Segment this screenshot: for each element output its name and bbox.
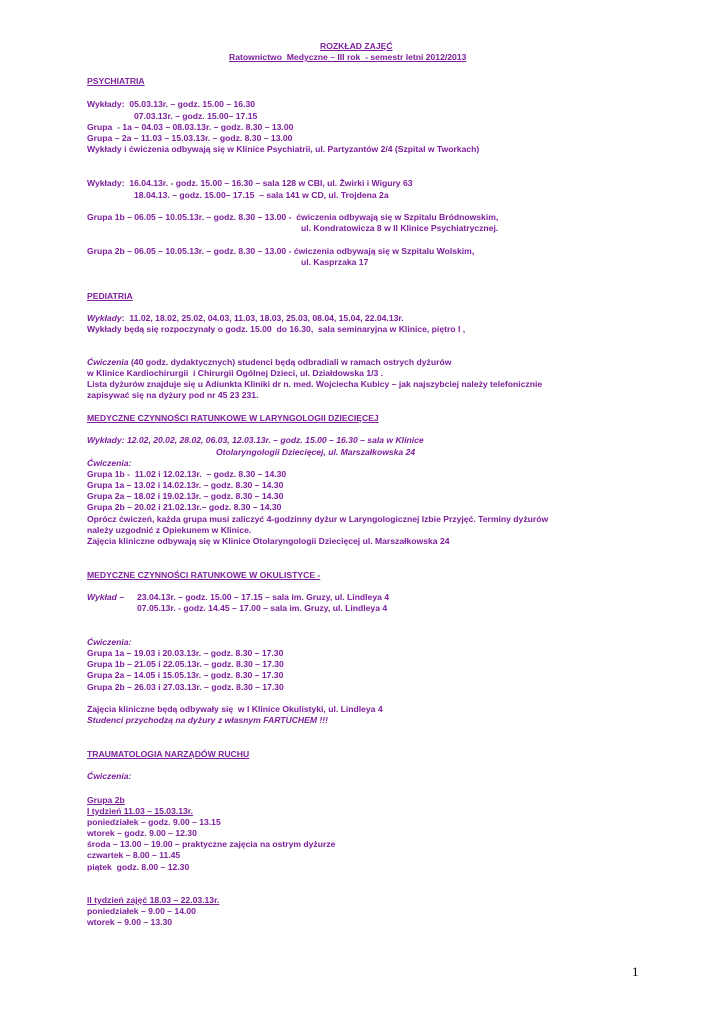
text-line: Grupa 1b - 11.02 i 12.02.13r. – godz. 8.30 – 14.30: [87, 469, 287, 479]
section-heading-pediatria: PEDIATRIA: [87, 291, 133, 301]
text-line: Grupa 2b – 26.03 i 27.03.13r. – godz. 8.30 – 17.30: [87, 682, 284, 692]
section-heading-traumatologia: TRAUMATOLOGIA NARZĄDÓW RUCHU: [87, 749, 250, 759]
text-line: I tydzień 11.03 – 15.03.13r.: [87, 806, 194, 816]
text-line: Wykłady: 16.04.13r. - godz. 15.00 – 16.30 – sala 128 w CBI, ul. Żwirki i Wigury 63: [87, 178, 413, 188]
label-wyklady: Wykłady: [87, 313, 122, 323]
text-line: Grupa 2a – 14.05 i 15.05.13r. – godz. 8.30 – 17.30: [87, 670, 284, 680]
page-number: 1: [632, 964, 639, 979]
text-line: 18.04.13. – godz. 15.00– 17.15 – sala 141 w CD, ul. Trojdena 2a: [134, 190, 389, 200]
section-heading-psychiatria: PSYCHIATRIA: [87, 76, 145, 86]
text-line: Studenci przychodzą na dyżury z własnym FARTUCHEM !!!: [87, 715, 328, 725]
text-line: Grupa 1b – 06.05 – 10.05.13r. – godz. 8.30 – 13.00 - ćwiczenia odbywają się w Szpitalu Bródnowskim,: [87, 212, 499, 222]
text-fragment: : 11.02, 18.02, 25.02, 04.03, 11.03, 18.03, 25.03, 08.04, 15.04, 22.04.13r.: [121, 313, 404, 323]
label-wyklad: Wykład –: [87, 592, 125, 602]
text-line: Otolaryngologii Dziecięcej, ul. Marszałkowska 24: [216, 447, 416, 457]
text-line: ul. Kasprzaka 17: [301, 257, 369, 267]
text-line: czwartek – 8.00 – 11.45: [87, 850, 181, 860]
text-line: Grupa - 1a – 04.03 – 08.03.13r. – godz. 8.30 – 13.00: [87, 122, 294, 132]
text-line: 07.03.13r. – godz. 15.00– 17.15: [134, 111, 258, 121]
text-line: Grupa 2b – 20.02 i 21.02.13r.– godz. 8.30 – 14.30: [87, 502, 282, 512]
text-line: Grupa 2a – 18.02 i 19.02.13r. – godz. 8.30 – 14.30: [87, 491, 284, 501]
text-line: należy uzgodnić z Opiekunem w Klinice.: [87, 525, 252, 535]
section-heading-okulistyka: MEDYCZNE CZYNNOŚCI RATUNKOWE W OKULISTYCE -: [87, 570, 321, 580]
text-line: poniedziałek – 9.00 – 14.00: [87, 906, 196, 916]
text-line: Zajęcia kliniczne będą odbywały się w I Klinice Okulistyki, ul. Lindleya 4: [87, 704, 383, 714]
text-line: wtorek – 9.00 – 13.30: [87, 917, 173, 927]
text-line: 07.05.13r. - godz. 14.45 – 17.00 – sala im. Gruzy, ul. Lindleya 4: [137, 603, 388, 613]
text-line: Grupa 2b: [87, 795, 125, 805]
text-line: ul. Kondratowicza 8 w II Klinice Psychiatrycznej.: [301, 223, 499, 233]
text-line: 23.04.13r. – godz. 15.00 – 17.15 – sala im. Gruzy, ul. Lindleya 4: [137, 592, 390, 602]
label-cwiczenia: Ćwiczenia: [87, 357, 129, 367]
text-line: Grupa 1b – 21.05 i 22.05.13r. – godz. 8.30 – 17.30: [87, 659, 284, 669]
document-subtitle: Ratownictwo Medyczne – III rok - semestr letni 2012/2013: [229, 52, 467, 62]
document-title: ROZKŁAD ZAJĘĆ: [320, 41, 393, 51]
text-fragment: (40 godz. dydaktycznych) studenci będą odbradiali w ramach ostrych dyżurów: [128, 357, 452, 367]
text-line: Wykłady: 12.02, 20.02, 28.02, 06.03, 12.03.13r. – godz. 15.00 – 16.30 – sala w Klinice: [87, 435, 424, 445]
text-line: wtorek – godz. 9.00 – 12.30: [87, 828, 197, 838]
text-line: Wykłady: 05.03.13r. – godz. 15.00 – 16.30: [87, 99, 255, 109]
text-line: Ćwiczenia:: [87, 458, 132, 468]
text-line: [87, 357, 451, 368]
text-line: [87, 313, 404, 324]
text-line: Ćwiczenia:: [87, 771, 132, 781]
text-line: Grupa 2b – 06.05 – 10.05.13r. – godz. 8.30 – 13.00 - ćwiczenia odbywają się w Szpitalu Wolskim,: [87, 246, 475, 256]
text-line: w Klinice Kardiochirurgii i Chirurgii Ogólnej Dzieci, ul. Działdowska 1/3 .: [87, 368, 384, 378]
section-heading-laryngologia: MEDYCZNE CZYNNOŚCI RATUNKOWE W LARYNGOLOGII DZIECIĘCEJ: [87, 413, 379, 423]
text-line: Zajęcia kliniczne odbywają się w Klinice Otolaryngologii Dziecięcej ul. Marszałkowska 24: [87, 536, 450, 546]
text-line: Grupa – 2a – 11.03 – 15.03.13r. – godz. 8.30 – 13.00: [87, 133, 293, 143]
text-line: Wykłady będą się rozpoczynały o godz. 15.00 do 16.30, sala seminaryjna w Klinice, piętro I ,: [87, 324, 466, 334]
text-line: środa – 13.00 – 19.00 – praktyczne zajęcia na ostrym dyżurze: [87, 839, 336, 849]
text-line: piątek godz. 8.00 – 12.30: [87, 862, 190, 872]
text-line: II tydzień zajęć 18.03 – 22.03.13r.: [87, 895, 220, 905]
text-line: Grupa 1a – 13.02 i 14.02.13r. – godz. 8.30 – 14.30: [87, 480, 284, 490]
text-line: Ćwiczenia:: [87, 637, 132, 647]
text-line: Grupa 1a – 19.03 i 20.03.13r. – godz. 8.30 – 17.30: [87, 648, 284, 658]
text-line: Wykłady i ćwiczenia odbywają się w Klinice Psychiatrii, ul. Partyzantów 2/4 (Szpital w Tworkach): [87, 144, 480, 154]
text-line: zapisywać się na dyżury pod nr 45 23 231.: [87, 390, 259, 400]
text-line: Lista dyżurów znajduje się u Adiunkta Kliniki dr n. med. Wojciecha Kubicy – jak najszybciej należy telefonicznie: [87, 379, 543, 389]
text-line: Oprócz ćwiczeń, każda grupa musi zaliczyć 4-godzinny dyżur w Laryngologicznej Izbie Przyjęć. Terminy dyżurów: [87, 514, 549, 524]
text-line: poniedziałek – godz. 9.00 – 13.15: [87, 817, 221, 827]
